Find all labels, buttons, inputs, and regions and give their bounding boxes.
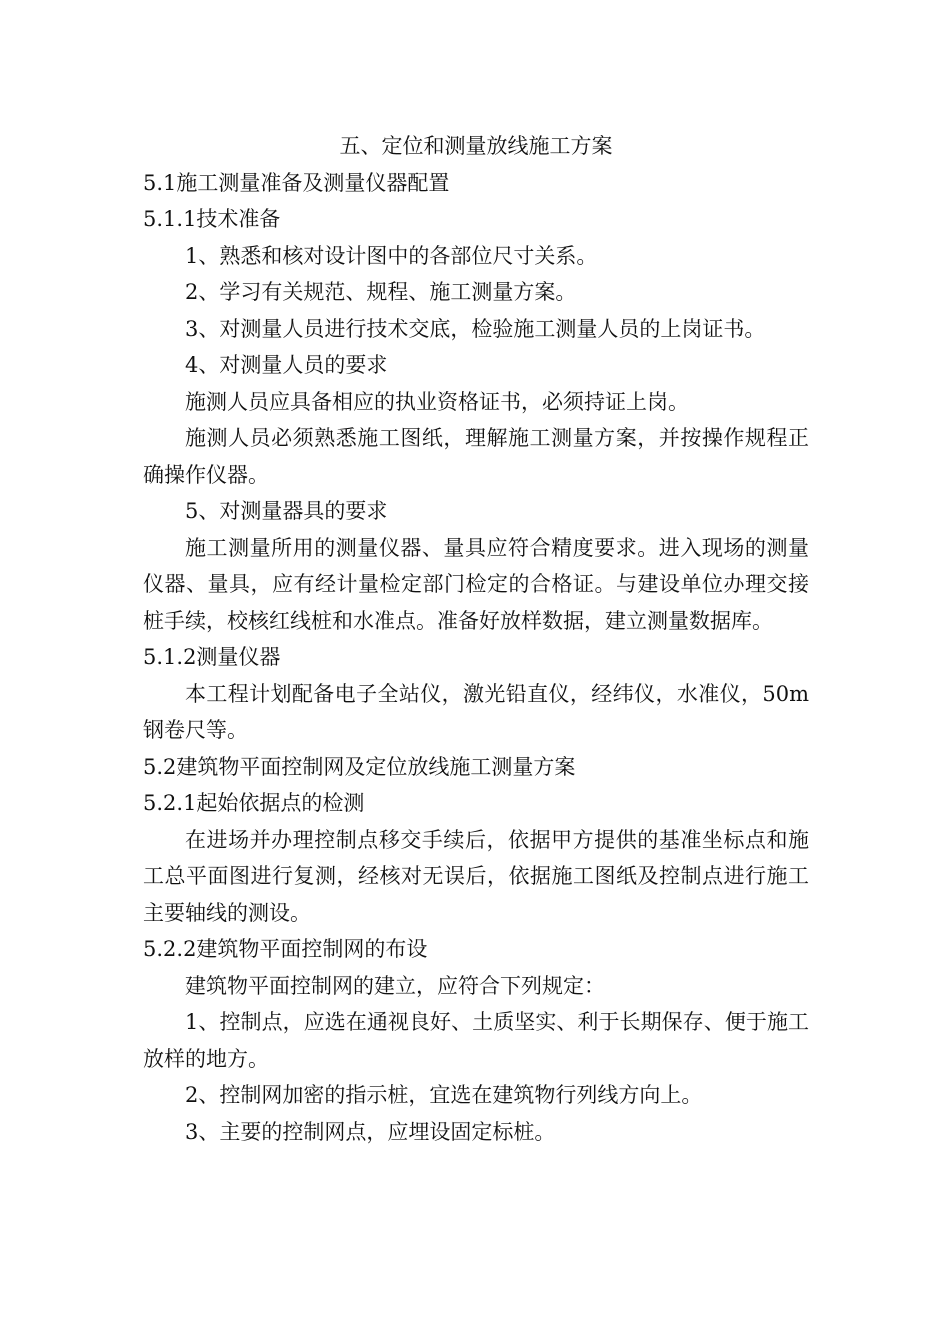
item-5: 5、对测量器具的要求	[185, 499, 388, 523]
document-body	[143, 128, 809, 1150]
item-1: 1、熟悉和核对设计图中的各部位尺寸关系。	[185, 243, 598, 268]
check-para: 在进场并办理控制点移交手续后，依据甲方提供的基准坐标点和施工总平面图进行复测，经核对无误后，依据施工图纸及控制点进行施工主要轴线的测设。	[143, 827, 809, 925]
item-4-para-1: 施测人员应具备相应的执业资格证书，必须持证上岗。	[185, 389, 689, 414]
heading-5-2-1: 5.2.1起始依据点的检测	[143, 791, 365, 815]
item-3: 3、对测量人员进行技术交底，检验施工测量人员的上岗证书。	[185, 316, 766, 341]
instruments-para: 本工程计划配备电子全站仪，激光铅直仪，经纬仪，水准仪，50m钢卷尺等。	[143, 681, 809, 742]
item-5-para-1: 施工测量所用的测量仪器、量具应符合精度要求。进入现场的测量仪器、量具，应有经计量检定部门检定的合格证。与建设单位办理交接桩手续，校核红线桩和水准点。准备好放样数据，建立测量数据库。	[143, 535, 809, 633]
heading-5-2-2: 5.2.2建筑物平面控制网的布设	[143, 937, 428, 961]
heading-5-1-2: 5.1.2测量仪器	[143, 645, 281, 669]
item-4-para-2: 施测人员必须熟悉施工图纸，理解施工测量方案，并按操作规程正确操作仪器。	[143, 426, 809, 487]
heading-5-1-1: 5.1.1技术准备	[143, 207, 281, 231]
heading-5-2: 5.2建筑物平面控制网及定位放线施工测量方案	[143, 754, 576, 779]
network-rule-3: 3、主要的控制网点，应埋设固定标桩。	[185, 1119, 556, 1144]
heading-5-1: 5.1施工测量准备及测量仪器配置	[143, 170, 450, 195]
item-4: 4、对测量人员的要求	[185, 353, 388, 377]
network-intro: 建筑物平面控制网的建立，应符合下列规定：	[185, 973, 605, 998]
network-rule-2: 2、控制网加密的指示桩，宜选在建筑物行列线方向上。	[185, 1083, 703, 1107]
network-rule-1: 1、控制点，应选在通视良好、土质坚实、利于长期保存、便于施工放样的地方。	[143, 1010, 809, 1071]
document-title: 五、定位和测量放线施工方案	[339, 134, 613, 158]
item-2: 2、学习有关规范、规程、施工测量方案。	[185, 280, 577, 304]
